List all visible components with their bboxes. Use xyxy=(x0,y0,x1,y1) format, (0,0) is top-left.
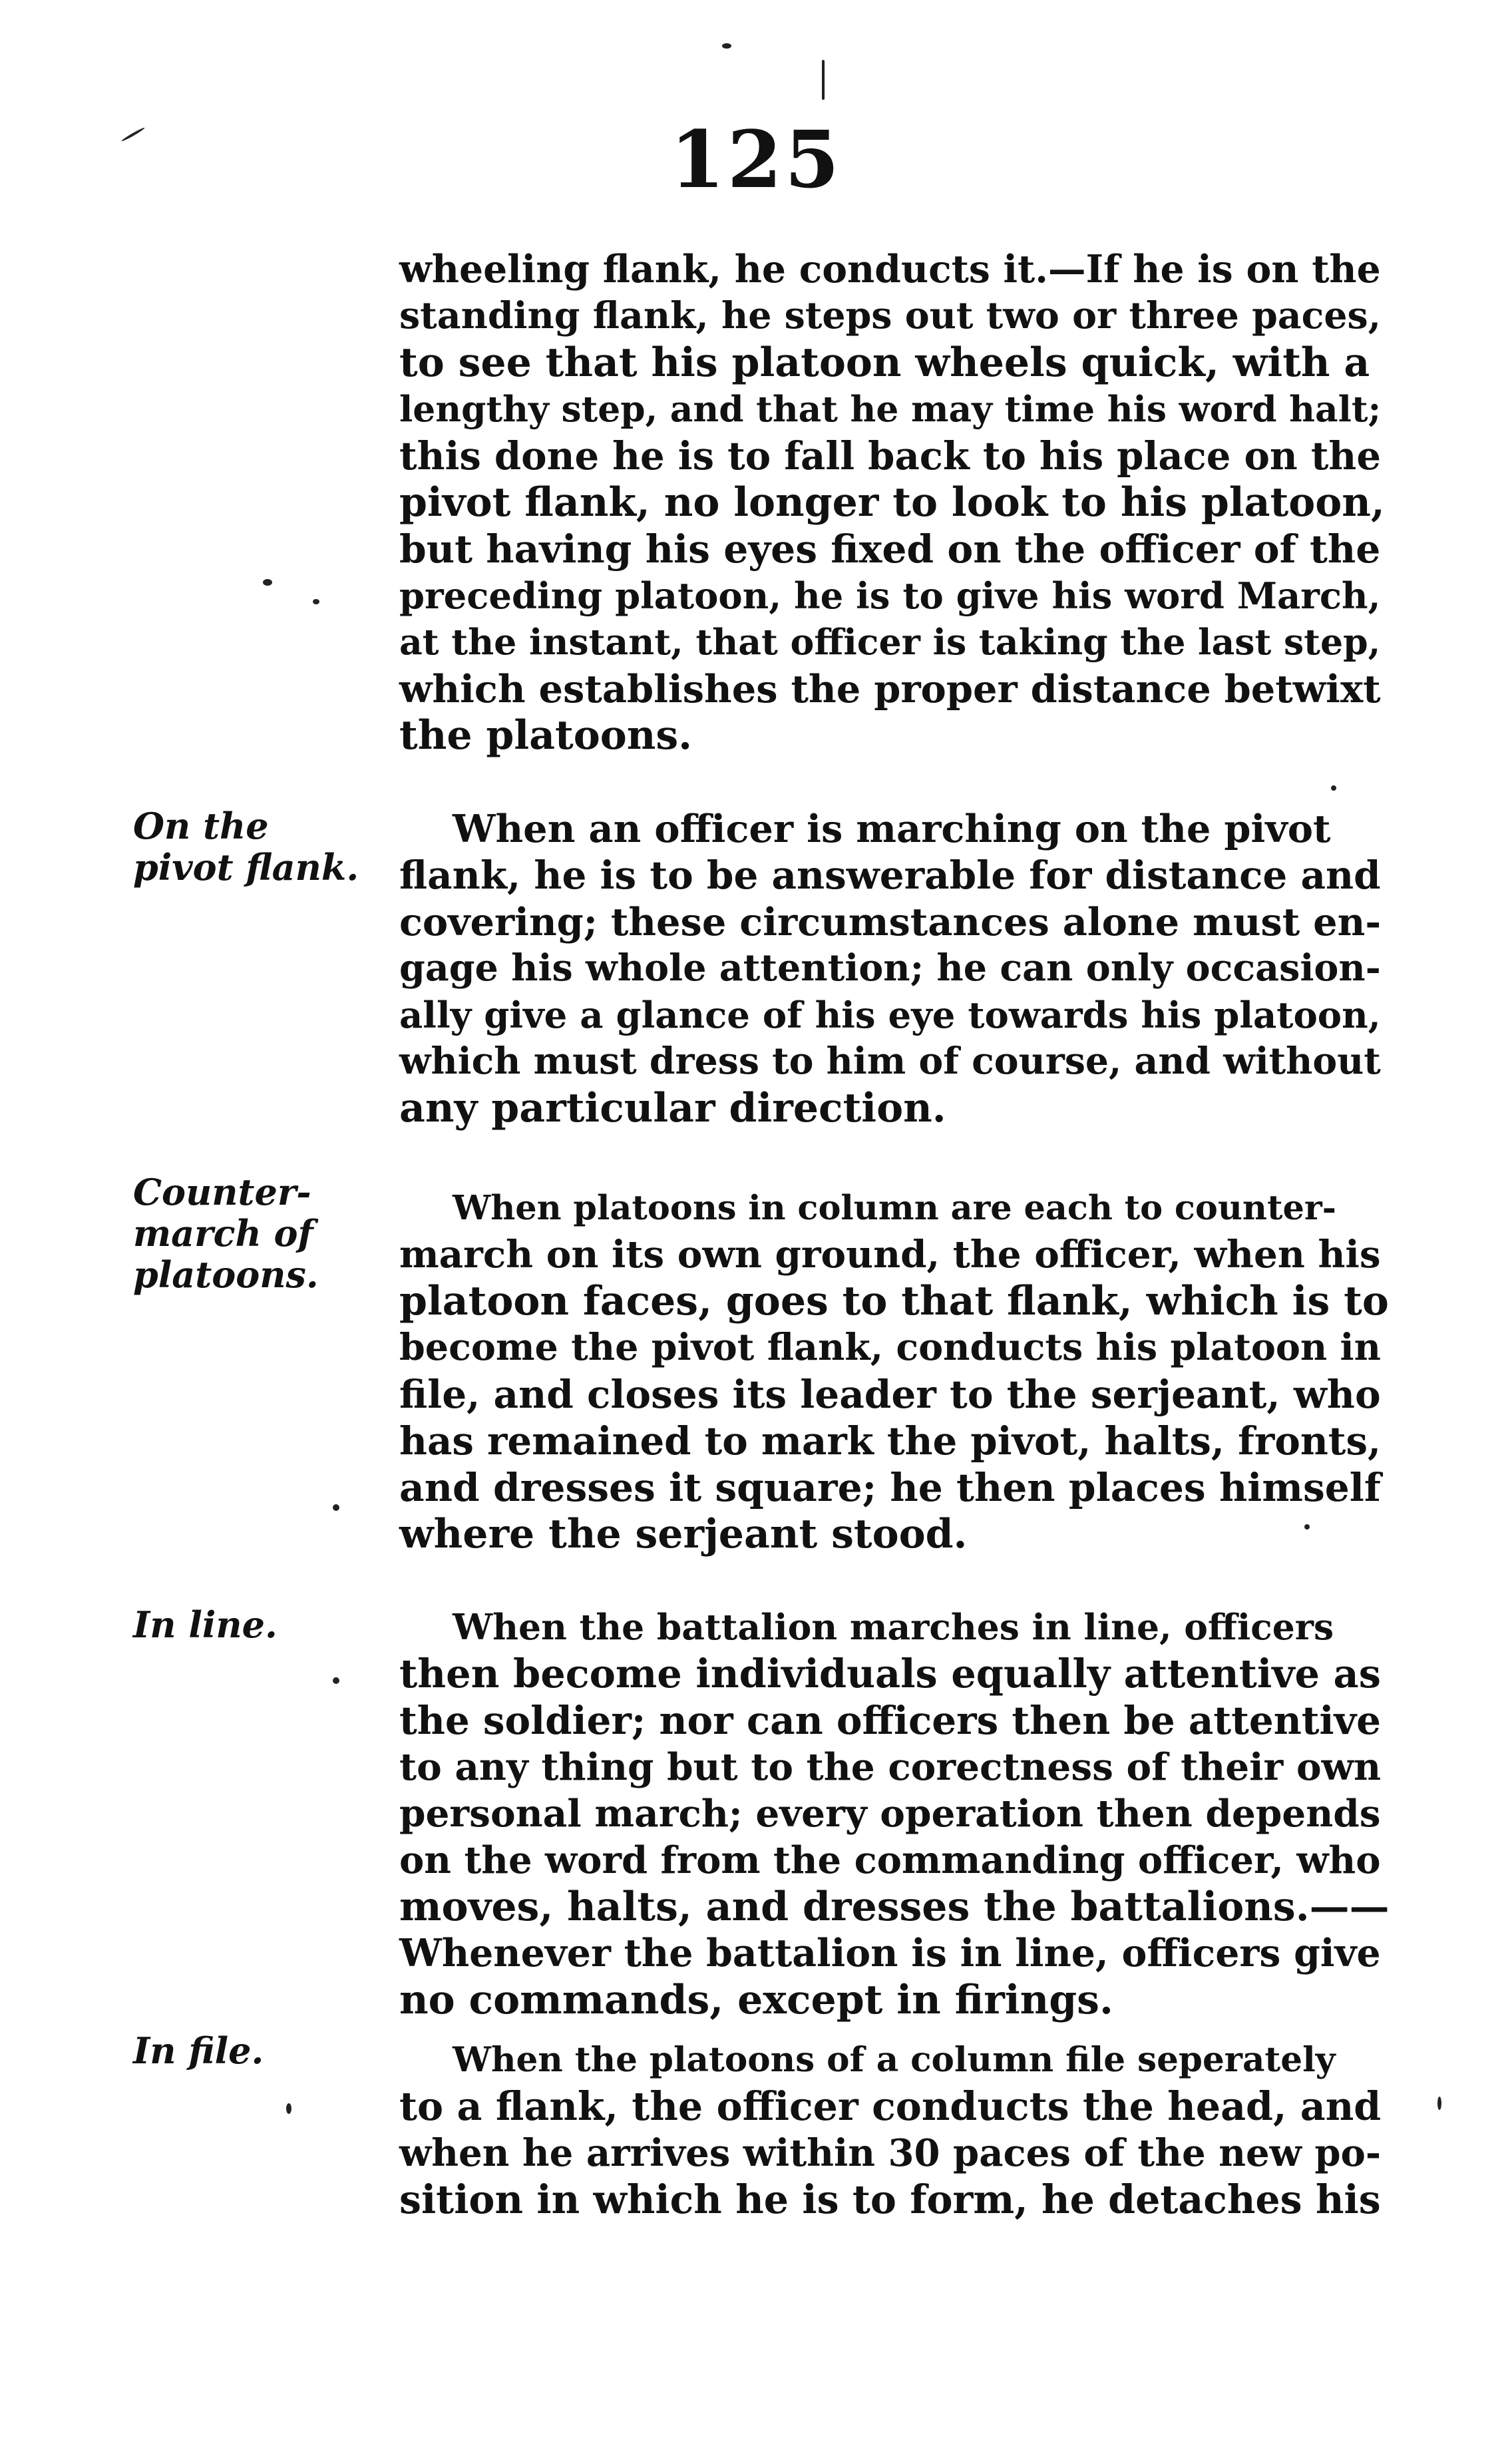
text-line: pivot flank, no longer to look to his platoon, xyxy=(399,479,1385,526)
text-line: this done he is to fall back to his place on the xyxy=(399,433,1381,479)
scan-speck xyxy=(333,1677,339,1684)
margin-note-line: pivot flank. xyxy=(133,846,359,889)
text-line: where the serjeant stood. xyxy=(399,1511,968,1557)
text-line: Whenever the battalion is in line, officers give xyxy=(399,1932,1381,1975)
text-line: has remained to mark the pivot, halts, fronts, xyxy=(399,1418,1382,1464)
text-line: When the battalion marches in line, officers xyxy=(453,1606,1334,1648)
text-line: flank, he is to be answerable for distance and xyxy=(399,853,1381,898)
text-line: the platoons. xyxy=(399,712,693,759)
text-line: then become individuals equally attentive as xyxy=(399,1651,1381,1697)
margin-note-countermarch xyxy=(133,1171,373,1295)
margin-note-in-line xyxy=(133,1604,373,1645)
text-line: lengthy step, and that he may time his word halt; xyxy=(399,388,1382,430)
paragraph-1 xyxy=(399,246,1391,759)
page-number: 125 xyxy=(669,113,843,206)
text-line: on the word from the commanding officer, who xyxy=(399,1838,1381,1882)
margin-note-line: In line. xyxy=(133,1603,278,1646)
text-line: at the instant, that officer is taking the last step, xyxy=(399,621,1381,663)
text-line: When an officer is marching on the pivot xyxy=(453,806,1331,851)
margin-note-in-file xyxy=(133,2030,373,2071)
text-line: When the platoons of a column file seperately xyxy=(453,2040,1336,2080)
text-line: platoon faces, goes to that flank, which is to xyxy=(399,1278,1389,1325)
text-line: to see that his platoon wheels quick, with a xyxy=(399,339,1370,386)
paragraph-3 xyxy=(399,1185,1391,1557)
scan-speck xyxy=(313,599,319,604)
text-line: wheeling flank, he conducts it.—If he is on the xyxy=(399,248,1381,292)
scan-speck xyxy=(1437,2097,1441,2110)
text-line: standing flank, he steps out two or three paces, xyxy=(399,294,1381,337)
margin-note-line: platoons. xyxy=(133,1253,319,1296)
text-line: but having his eyes fixed on the officer of the xyxy=(399,526,1381,572)
paragraph-body xyxy=(399,2037,1391,2223)
text-line: to any thing but to the corectness of their own xyxy=(399,1745,1382,1789)
paragraph-body xyxy=(399,1185,1391,1557)
paragraph-4 xyxy=(399,1604,1391,2023)
text-line: no commands, except in firings. xyxy=(399,1977,1113,2023)
paragraph-2 xyxy=(399,805,1391,1131)
text-line: When platoons in column are each to counter- xyxy=(453,1188,1336,1228)
paragraph-body xyxy=(399,246,1391,759)
paragraph-body xyxy=(399,1604,1391,2023)
margin-note-line: In file. xyxy=(133,2029,264,2072)
text-line: any particular direction. xyxy=(399,1085,946,1131)
text-line: personal march; every operation then depends xyxy=(399,1792,1381,1836)
scan-speck xyxy=(1304,1524,1310,1530)
scan-speck xyxy=(286,2103,291,2114)
text-line: when he arrives within 30 paces of the new po- xyxy=(399,2131,1382,2175)
margin-note-line: Counter- xyxy=(133,1171,311,1213)
scan-speck xyxy=(722,43,731,49)
margin-note-pivot-flank xyxy=(133,805,373,888)
text-line: the soldier; nor can officers then be attentive xyxy=(399,1698,1382,1743)
text-line: ally give a glance of his eye towards his platoon, xyxy=(399,994,1381,1036)
text-line: moves, halts, and dresses the battalions.—— xyxy=(399,1884,1390,1930)
scan-speck xyxy=(822,60,825,100)
paragraph-5 xyxy=(399,2037,1391,2223)
scan-speck xyxy=(1331,785,1336,791)
text-line: and dresses it square; he then places himself xyxy=(399,1464,1381,1510)
text-line: covering; these circumstances alone must en- xyxy=(399,899,1382,944)
text-line: which establishes the proper distance betwixt xyxy=(399,666,1381,712)
margin-note-line: On the xyxy=(133,805,269,847)
text-line: which must dress to him of course, and without xyxy=(399,1040,1381,1083)
text-line: to a flank, the officer conducts the head, and xyxy=(399,2083,1382,2129)
scan-speck xyxy=(333,1504,339,1511)
margin-note-line: march of xyxy=(133,1212,313,1255)
paragraph-body xyxy=(399,805,1391,1131)
text-line: file, and closes its leader to the serjeant, who xyxy=(399,1372,1381,1417)
text-line: march on its own ground, the officer, when his xyxy=(399,1233,1381,1277)
text-line: preceding platoon, he is to give his word March, xyxy=(399,574,1381,617)
scan-speck xyxy=(263,579,272,586)
text-line: become the pivot flank, conducts his platoon in xyxy=(399,1326,1381,1369)
text-line: gage his whole attention; he can only occasion- xyxy=(399,946,1381,990)
text-line: sition in which he is to form, he detaches his xyxy=(399,2176,1381,2222)
